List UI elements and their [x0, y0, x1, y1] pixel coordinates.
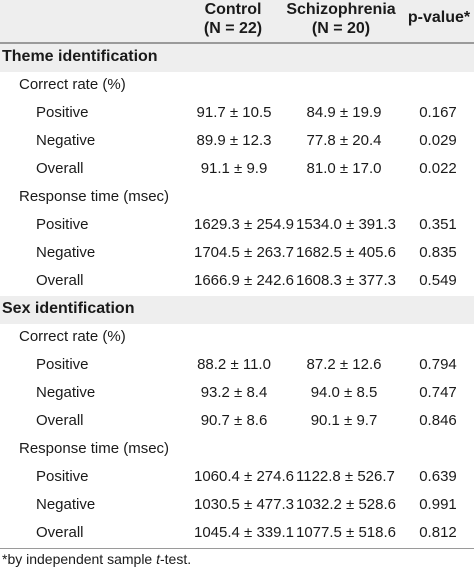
schizophrenia-value: 90.1 ± 9.7: [310, 412, 378, 429]
control-value: 1629.3 ± 254.9: [194, 216, 294, 233]
schizophrenia-value: 87.2 ± 12.6: [306, 356, 382, 373]
table-row: [0, 268, 474, 296]
row-label: Overall: [36, 272, 84, 289]
schizophrenia-value: 77.8 ± 20.4: [306, 132, 382, 149]
schizophrenia-value: 1032.2 ± 528.6: [296, 496, 396, 513]
table-row: [0, 380, 474, 408]
p-value: 0.167: [419, 104, 457, 121]
section-title: Theme identification: [2, 48, 158, 65]
subsection-label: Response time (msec): [19, 440, 170, 457]
schizophrenia-value: 84.9 ± 19.9: [306, 104, 382, 121]
table-row: [0, 352, 474, 380]
control-value: 93.2 ± 8.4: [200, 384, 268, 401]
subsection-response-time: [0, 184, 474, 212]
table-row: [0, 212, 474, 240]
p-value: 0.747: [419, 384, 457, 401]
control-value: 1030.5 ± 477.3: [194, 496, 294, 513]
subsection-correct-rate: [0, 324, 474, 352]
control-value: 1045.4 ± 339.1: [194, 524, 294, 541]
p-value: 0.351: [419, 216, 457, 233]
schizophrenia-value: 1608.3 ± 377.3: [296, 272, 396, 289]
p-value: 0.835: [419, 244, 457, 261]
row-label: Overall: [36, 524, 84, 541]
control-value: 90.7 ± 8.6: [200, 412, 268, 429]
control-value: 1704.5 ± 263.7: [194, 244, 294, 261]
row-label: Positive: [36, 104, 89, 121]
p-value: 0.022: [419, 160, 457, 177]
subsection-label: Correct rate (%): [19, 76, 126, 93]
control-value: 89.9 ± 12.3: [196, 132, 272, 149]
row-label: Negative: [36, 244, 96, 261]
table-row: [0, 240, 474, 268]
p-value: 0.549: [419, 272, 457, 289]
schizophrenia-value: 1534.0 ± 391.3: [296, 216, 396, 233]
table-row: [0, 128, 474, 156]
control-value: 91.1 ± 9.9: [200, 160, 268, 177]
p-value: 0.029: [419, 132, 457, 149]
subsection-label: Correct rate (%): [19, 328, 126, 345]
subsection-label: Response time (msec): [19, 188, 170, 205]
section-sex-identification: [0, 296, 474, 324]
control-value: 1060.4 ± 274.6: [194, 468, 294, 485]
row-label: Negative: [36, 384, 96, 401]
schizophrenia-value: 1077.5 ± 518.6: [296, 524, 396, 541]
control-value: 1666.9 ± 242.6: [194, 272, 294, 289]
table-row: [0, 408, 474, 436]
p-value: 0.639: [419, 468, 457, 485]
p-value: 0.812: [419, 524, 457, 541]
row-label: Positive: [36, 356, 89, 373]
row-label: Positive: [36, 468, 89, 485]
table-row: [0, 100, 474, 128]
row-label: Negative: [36, 132, 96, 149]
table-row: [0, 156, 474, 184]
footnote: *by independent sample t-test.: [2, 551, 192, 567]
header-pvalue: p-value*: [407, 9, 471, 26]
row-label: Overall: [36, 160, 84, 177]
section-theme-identification: [0, 44, 474, 72]
control-value: 88.2 ± 11.0: [197, 356, 271, 373]
p-value: 0.846: [419, 412, 457, 429]
table-row: [0, 520, 474, 548]
table-row: [0, 492, 474, 520]
p-value: 0.991: [419, 496, 457, 513]
table-row: [0, 464, 474, 492]
subsection-correct-rate: [0, 72, 474, 100]
header-control: Control (N = 22): [203, 1, 263, 37]
section-title: Sex identification: [2, 300, 135, 317]
header-schizophrenia: Schizophrenia (N = 20): [286, 1, 396, 37]
footer-divider: [0, 548, 474, 549]
schizophrenia-value: 81.0 ± 17.0: [306, 160, 382, 177]
table-header: [0, 0, 474, 43]
row-label: Positive: [36, 216, 89, 233]
schizophrenia-value: 1122.8 ± 526.7: [296, 468, 395, 485]
schizophrenia-value: 94.0 ± 8.5: [310, 384, 378, 401]
subsection-response-time: [0, 436, 474, 464]
p-value: 0.794: [419, 356, 457, 373]
control-value: 91.7 ± 10.5: [196, 104, 272, 121]
row-label: Overall: [36, 412, 84, 429]
row-label: Negative: [36, 496, 96, 513]
schizophrenia-value: 1682.5 ± 405.6: [296, 244, 396, 261]
